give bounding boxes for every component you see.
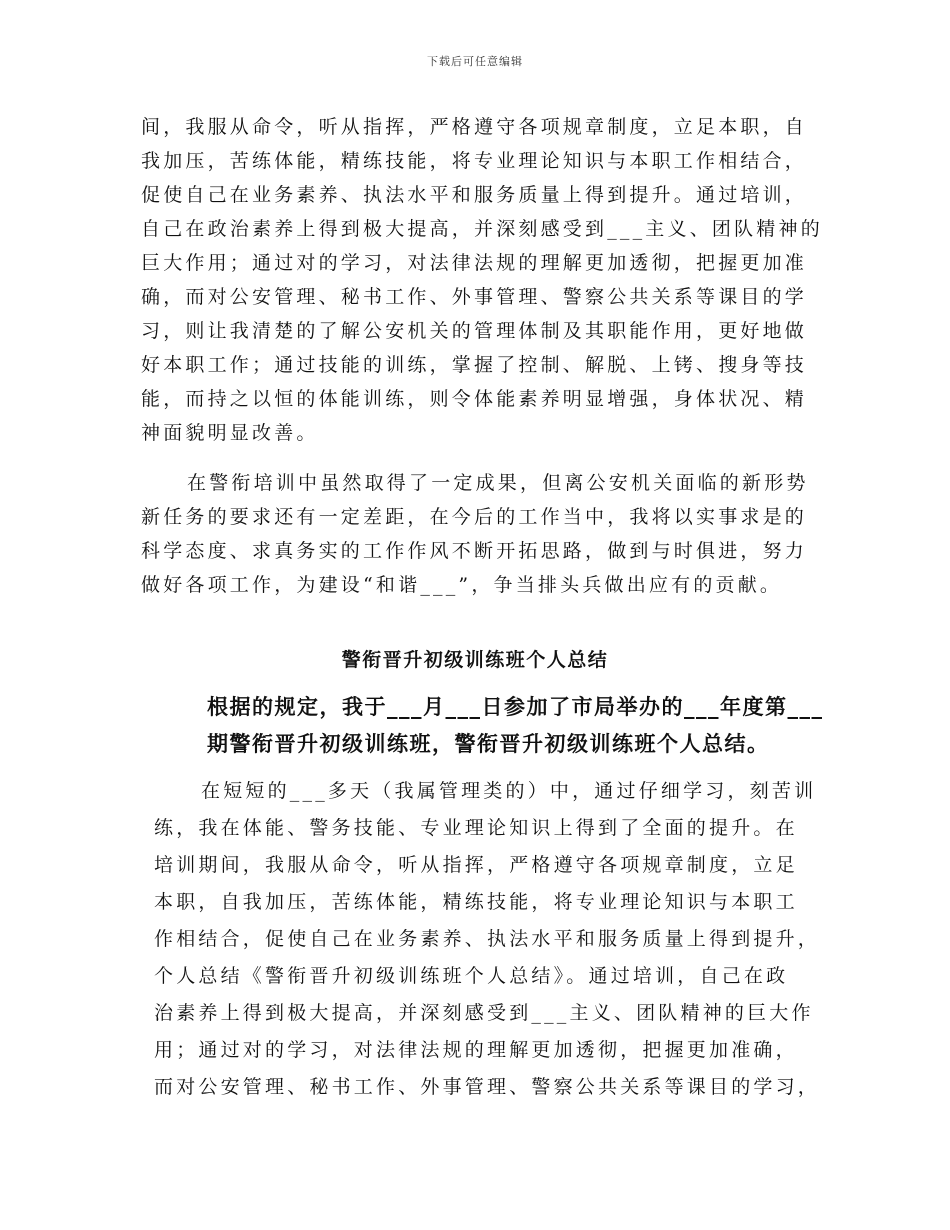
text-line: 促使自己在业务素养、执法水平和服务质量上得到提升。通过培训，	[141, 184, 808, 206]
text-line: 能，而持之以恒的体能训练，则令体能素养明显增强，身体状况、精	[141, 388, 808, 410]
text-line: 科学态度、求真务实的工作作风不断开拓思路，做到与时俱进，努力	[141, 540, 808, 562]
text-line: 个人总结《警衔晋升初级训练班个人总结》。通过培训，自己在政	[154, 965, 789, 987]
text-line: 治素养上得到极大提高，并深刻感受到___主义、团队精神的巨大作	[154, 1002, 814, 1024]
text-line: 在警衔培训中虽然取得了一定成果，但离公安机关面临的新形势	[187, 472, 809, 494]
text-line: 新任务的要求还有一定差距，在今后的工作当中，我将以实事求是的	[141, 506, 808, 528]
bold-text-line: 根据的规定，我于___月___日参加了市局举办的___年度第___	[207, 694, 824, 719]
page-header: 下载后可任意编辑	[427, 55, 523, 68]
text-line: 间，我服从命令，听从指挥，严格遵守各项规章制度，立足本职，自	[141, 116, 808, 138]
text-line: 本职，自我加压，苦练体能，精练技能，将专业理论知识与本职工	[154, 891, 798, 913]
text-line: 习，则让我清楚的了解公安机关的管理体制及其职能作用，更好地做	[141, 320, 808, 342]
text-line: 确，而对公安管理、秘书工作、外事管理、警察公共关系等课目的学	[141, 286, 808, 308]
text-line: 作相结合，促使自己在业务素养、执法水平和服务质量上得到提升，	[154, 928, 821, 950]
bold-text-line: 期警衔晋升初级训练班，警衔晋升初级训练班个人总结。	[207, 731, 770, 756]
text-line: 我加压，苦练体能，精练技能，将专业理论知识与本职工作相结合，	[141, 150, 808, 172]
text-line: 而对公安管理、秘书工作、外事管理、警察公共关系等课目的学习，	[154, 1076, 821, 1098]
text-line: 练，我在体能、警务技能、专业理论知识上得到了全面的提升。在	[154, 817, 798, 839]
text-line: 好本职工作；通过技能的训练，掌握了控制、解脱、上铐、搜身等技	[141, 354, 808, 376]
text-line: 培训期间，我服从命令，听从指挥，严格遵守各项规章制度，立足	[154, 854, 798, 876]
text-line: 在短短的___多天（我属管理类的）中，通过仔细学习，刻苦训	[201, 780, 817, 802]
text-line: 巨大作用；通过对的学习，对法律法规的理解更加透彻，把握更加准	[141, 252, 808, 274]
text-line: 神面貌明显改善。	[141, 422, 319, 444]
section-title: 警衔晋升初级训练班个人总结	[341, 649, 609, 671]
text-line: 做好各项工作，为建设“和谐___”，争当排头兵做出应有的贡献。	[141, 574, 783, 596]
text-line: 用；通过对的学习，对法律法规的理解更加透彻，把握更加准确，	[154, 1039, 798, 1061]
text-line: 自己在政治素养上得到极大提高，并深刻感受到___主义、团队精神的	[141, 218, 823, 240]
